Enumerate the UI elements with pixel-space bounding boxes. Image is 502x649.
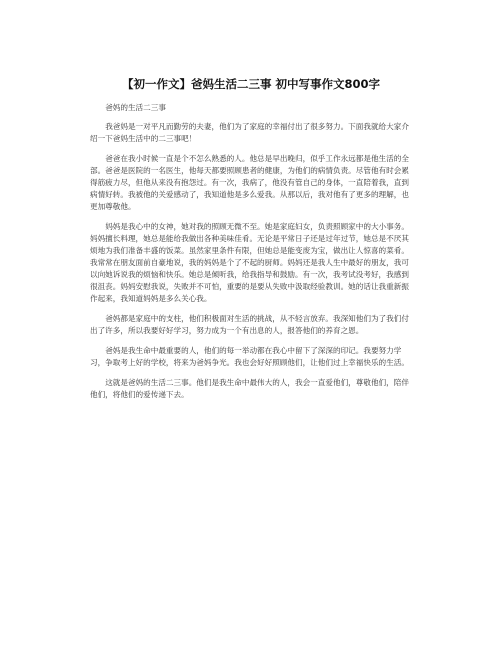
document-body bbox=[90, 102, 414, 409]
paragraph-pillars: 爸妈都是家庭中的支柱，他们积极面对生活的挑战，从不轻言放弃。我深知他们为了我们付出了许多，所以我要好好学习，努力成为一个有出息的人，报答他们的养育之恩。 bbox=[90, 314, 409, 335]
paragraph-importance: 爸妈是我生命中最重要的人，他们的每一举动都在我心中留下了深深的印记。我要努力学习，争取考上好的学校，将来为爸妈争光。我也会好好照顾他们，让他们过上幸福快乐的生活。 bbox=[90, 346, 409, 367]
paragraph-father: 爸爸在我小时候一直是个不怎么熟悉的人。他总是早出晚归，似乎工作永远都是他生活的全部。爸爸是医院的一名医生，他每天都要照顾患者的健康，为他们的病情负责。尽管他有时会累得筋疲力尽，但他从来没有抱怨过。有一次，我病了，他没有管自己的身体，一直陪着我，直到病情好转。我被他的关爱感动了，我知道他是多么爱我。从那以后，我对他有了更多的理解，也更加尊敬他。 bbox=[90, 154, 409, 211]
paragraph-intro: 我爸妈是一对平凡而勤劳的夫妻，他们为了家庭的幸福付出了很多努力。下面我就给大家介绍一下爸妈生活中的二三事吧！ bbox=[90, 122, 409, 143]
document-title: 【初一作文】爸妈生活二三事 初中写事作文800字 bbox=[121, 77, 380, 91]
paragraph-conclusion: 这就是爸妈的生活二三事。他们是我生命中最伟大的人，我会一直爱他们，尊敬他们，陪伴他们，将他们的爱传递下去。 bbox=[90, 378, 409, 399]
paragraph-subtitle: 爸妈的生活二三事 bbox=[105, 103, 166, 112]
paragraph-mother: 妈妈是我心中的女神，她对我的照顾无微不至。她是家庭妇女，负责照顾家中的大小事务。妈妈擅长料理，她总是能给我做出各种美味佳肴。无论是平常日子还是过年过节，她总是不厌其烦地为我们准备丰盛的饭菜。虽然家里条件有限，但她总是能变废为宝，做出让人惊喜的菜肴。我常常在朋友面前自豪地说，我的妈妈是个了不起的厨师。妈妈还是我人生中最好的朋友，我可以向她诉说我的烦恼和快乐。她总是倾听我，给我指导和鼓励。有一次，我考试没考好，我感到很沮丧。妈妈安慰我说，失败并不可怕，重要的是要从失败中汲取经验教训。她的话让我重新振作起来，我知道妈妈是多么关心我。 bbox=[90, 222, 409, 303]
